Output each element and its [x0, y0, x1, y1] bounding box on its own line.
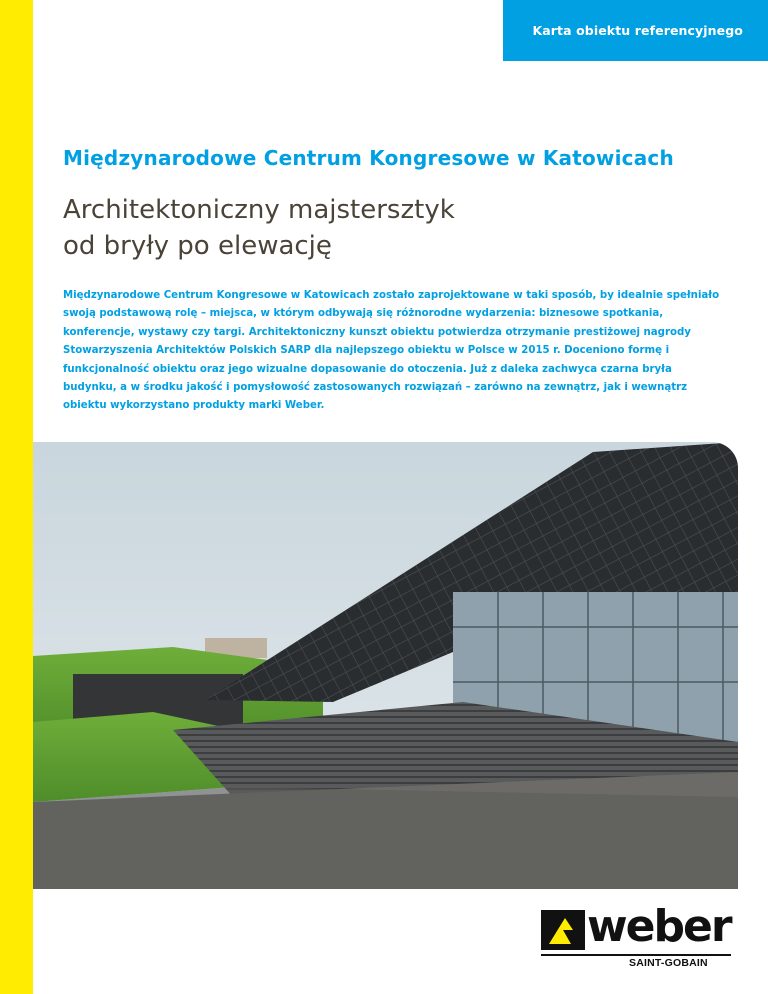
reference-card-badge — [503, 0, 768, 61]
weber-logo — [541, 901, 741, 980]
logo-divider — [541, 954, 731, 956]
title-line-2: od bryły po elewację — [63, 231, 332, 261]
weber-mark-icon — [541, 910, 585, 950]
building-photo-illustration — [33, 442, 738, 889]
intro-paragraph: Międzynarodowe Centrum Kongresowe w Katowicach zostało zaprojektowane w taki sposób, by idealnie spełniało swoją podstawową rolę – miejsca, w którym odbywają się różnorodne wydarzenia: biznesowe spotkania, konferencje, wystawy czy targi. Architektoniczny kunszt obiektu potwierdza otrzymanie prestiżowej nagrody Stowarzyszenia Architektów Polskich SARP dla najlepszego obiektu w Polsce w 2015 r. Doceniono formę i funkcjonalność obiektu oraz jego wizualne dopasowanie do otoczenia. Już z daleka zachwyca czarna bryła budynku, a w środku jakość i pomysłowość zastosowanych rozwiązań – zarówno na zewnątrz, jak i wewnątrz obiektu wykorzystano produkty marki Weber. — [63, 290, 720, 412]
yellow-side-bar — [0, 0, 33, 994]
page-title — [63, 192, 663, 264]
building-photo — [33, 442, 738, 889]
page-subtitle: Międzynarodowe Centrum Kongresowe w Katowicach — [63, 146, 674, 170]
logo-word: weber — [587, 901, 731, 952]
logo-subtext: SAINT-GOBAIN — [629, 957, 708, 969]
badge-label: Karta obiektu referencyjnego — [532, 23, 743, 38]
title-line-1: Architektoniczny majstersztyk — [63, 195, 455, 225]
